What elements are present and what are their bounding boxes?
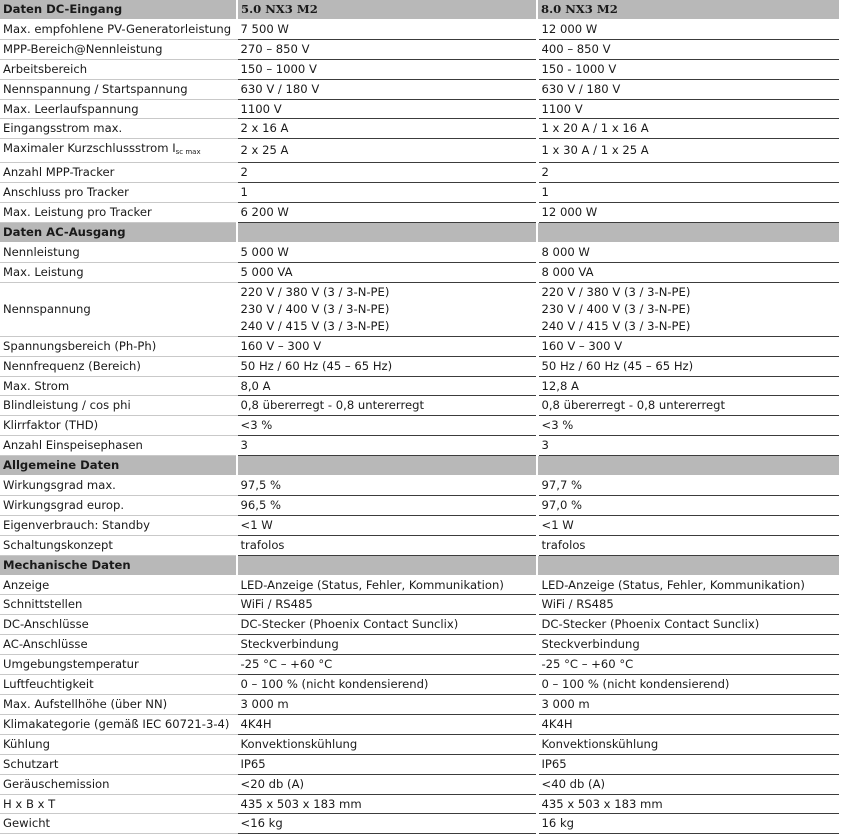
spec-row	[0, 535, 839, 555]
spec-label-text: Nennspannung	[3, 301, 91, 316]
spec-value-line: 230 V / 400 V (3 / 3-N-PE)	[240, 301, 390, 316]
spec-label	[0, 203, 237, 223]
spec-value-model-2: 150 - 1000 V	[537, 59, 839, 79]
section-title: Daten AC-Ausgang	[0, 222, 237, 242]
spec-value-model-1: trafolos	[237, 535, 537, 555]
spec-value-model-2: 1 x 30 A / 1 x 25 A	[537, 139, 839, 163]
spec-row	[0, 356, 839, 376]
section-header	[0, 555, 839, 575]
spec-value-model-1: 0,8 übererregt - 0,8 untererregt	[237, 396, 537, 416]
spec-label	[0, 119, 237, 139]
spec-row	[0, 436, 839, 456]
spec-value-line: 240 V / 415 V (3 / 3-N-PE)	[240, 318, 390, 333]
spec-row	[0, 282, 839, 336]
spec-label	[0, 262, 237, 282]
spec-label-text: H x B x T	[3, 796, 56, 811]
spec-label	[0, 774, 237, 794]
spec-label	[0, 59, 237, 79]
spec-row	[0, 416, 839, 436]
spec-label	[0, 163, 237, 183]
spec-row	[0, 183, 839, 203]
spec-label	[0, 535, 237, 555]
spec-row	[0, 242, 839, 262]
spec-value-model-1: 6 200 W	[237, 203, 537, 223]
spec-label-text: Umgebungstemperatur	[3, 657, 139, 672]
spec-value-model-2	[537, 282, 839, 336]
spec-label	[0, 79, 237, 99]
spec-value-model-1: IP65	[237, 754, 537, 774]
section-header-blank	[237, 456, 537, 476]
spec-label-text: Max. Leistung pro Tracker	[3, 205, 152, 220]
spec-label-text: Arbeitsbereich	[3, 61, 88, 76]
spec-value-model-1	[237, 282, 537, 336]
spec-value-model-1: <20 db (A)	[237, 774, 537, 794]
spec-value-model-2: 50 Hz / 60 Hz (45 – 65 Hz)	[537, 356, 839, 376]
spec-value-line: 220 V / 380 V (3 / 3-N-PE)	[541, 284, 691, 299]
spec-label-text: Maximaler Kurzschlussstrom I	[3, 141, 176, 156]
spec-row	[0, 59, 839, 79]
spec-label-text: Nennleistung	[3, 244, 80, 259]
section-header	[0, 222, 839, 242]
spec-value-model-2: <3 %	[537, 416, 839, 436]
spec-value-model-2: WiFi / RS485	[537, 595, 839, 615]
spec-row	[0, 119, 839, 139]
spec-row	[0, 695, 839, 715]
spec-label	[0, 575, 237, 595]
spec-row	[0, 376, 839, 396]
spec-label-text: Eigenverbrauch: Standby	[3, 517, 150, 532]
spec-row	[0, 396, 839, 416]
spec-label-text: Nennspannung / Startspannung	[3, 81, 188, 96]
spec-label	[0, 336, 237, 356]
spec-row	[0, 262, 839, 282]
spec-row	[0, 336, 839, 356]
spec-value-model-1: 8,0 A	[237, 376, 537, 396]
spec-value-model-1: 96,5 %	[237, 495, 537, 515]
spec-value-model-1: 7 500 W	[237, 19, 537, 39]
spec-value-model-1: 0 – 100 % (nicht kondensierend)	[237, 675, 537, 695]
spec-value-model-1: 630 V / 180 V	[237, 79, 537, 99]
spec-label-text: Max. empfohlene PV-Generatorleistung	[3, 21, 232, 36]
spec-label	[0, 476, 237, 496]
spec-value-model-2: IP65	[537, 754, 839, 774]
spec-label	[0, 615, 237, 635]
spec-row	[0, 79, 839, 99]
spec-value-model-2: LED-Anzeige (Status, Fehler, Kommunikation)	[537, 575, 839, 595]
spec-label-text: AC-Anschlüsse	[3, 637, 88, 652]
spec-label-text: Geräuschemission	[3, 776, 110, 791]
section-title: Allgemeine Daten	[0, 456, 237, 476]
spec-label-text: Max. Aufstellhöhe (über NN)	[3, 697, 168, 711]
spec-value-model-1: DC-Stecker (Phoenix Contact Sunclix)	[237, 615, 537, 635]
spec-label	[0, 515, 237, 535]
spec-row	[0, 714, 839, 734]
spec-value-model-2: 3 000 m	[537, 695, 839, 715]
spec-value-model-2: 12 000 W	[537, 203, 839, 223]
spec-row	[0, 615, 839, 635]
spec-label	[0, 416, 237, 436]
spec-value-model-2: -25 °C – +60 °C	[537, 655, 839, 675]
spec-label	[0, 754, 237, 774]
spec-value-model-2: 3	[537, 436, 839, 456]
spec-label	[0, 675, 237, 695]
spec-label-text: Blindleistung / cos phi	[3, 398, 131, 413]
spec-label-text: Anzahl Einspeisephasen	[3, 438, 143, 453]
section-header-blank	[537, 222, 839, 242]
spec-value-model-2: 1100 V	[537, 99, 839, 119]
spec-value-model-2: 12,8 A	[537, 376, 839, 396]
section-header-blank	[237, 555, 537, 575]
spec-label	[0, 356, 237, 376]
spec-value-model-1: 2 x 25 A	[237, 139, 537, 163]
spec-row	[0, 163, 839, 183]
spec-row	[0, 19, 839, 39]
spec-value-model-2: 0,8 übererregt - 0,8 untererregt	[537, 396, 839, 416]
spec-label-text: Schnittstellen	[3, 597, 83, 612]
spec-label	[0, 655, 237, 675]
spec-value-model-2: 97,7 %	[537, 476, 839, 496]
spec-value-model-2: 8 000 VA	[537, 262, 839, 282]
spec-value-model-2: 12 000 W	[537, 19, 839, 39]
section-header-blank	[237, 222, 537, 242]
spec-label-text: DC-Anschlüsse	[3, 617, 89, 632]
spec-row	[0, 595, 839, 615]
spec-value-model-1: Steckverbindung	[237, 635, 537, 655]
spec-label-text: Klimakategorie (gemäß IEC 60721-3-4)	[3, 716, 230, 731]
spec-value-model-2: trafolos	[537, 535, 839, 555]
spec-row	[0, 139, 839, 163]
spec-value-model-2: 97,0 %	[537, 495, 839, 515]
column-header-model-1: 5.0 NX3 M2	[237, 0, 537, 19]
spec-value-model-2: 8 000 W	[537, 242, 839, 262]
spec-value-model-2: 1 x 20 A / 1 x 16 A	[537, 119, 839, 139]
spec-value-model-1: 5 000 VA	[237, 262, 537, 282]
spec-label	[0, 714, 237, 734]
spec-label	[0, 734, 237, 754]
spec-value-model-2: 435 x 503 x 183 mm	[537, 794, 839, 814]
spec-value-model-1: <3 %	[237, 416, 537, 436]
spec-label	[0, 695, 237, 715]
spec-value-model-1: 3 000 m	[237, 695, 537, 715]
spec-label	[0, 242, 237, 262]
spec-label	[0, 396, 237, 416]
spec-label-text: Gewicht	[3, 816, 51, 831]
spec-row	[0, 39, 839, 59]
spec-value-model-2: Konvektionskühlung	[537, 734, 839, 754]
section-header-blank	[537, 456, 839, 476]
spec-label	[0, 376, 237, 396]
spec-value-model-1: Konvektionskühlung	[237, 734, 537, 754]
spec-label-text: Anschluss pro Tracker	[3, 185, 129, 200]
spec-label-text: Kühlung	[3, 736, 50, 751]
spec-row	[0, 495, 839, 515]
spec-value-model-2: <40 db (A)	[537, 774, 839, 794]
spec-label	[0, 635, 237, 655]
spec-value-model-1: <16 kg	[237, 814, 537, 834]
spec-label-text: Anzahl MPP-Tracker	[3, 165, 115, 180]
spec-label	[0, 814, 237, 834]
spec-value-model-2: 2	[537, 163, 839, 183]
spec-label-text: Luftfeuchtigkeit	[3, 677, 94, 692]
spec-value-model-2: 0 – 100 % (nicht kondensierend)	[537, 675, 839, 695]
spec-label-text: Max. Leistung	[3, 264, 84, 279]
section-header	[0, 0, 839, 19]
spec-value-model-2: 630 V / 180 V	[537, 79, 839, 99]
spec-label	[0, 183, 237, 203]
spec-value-model-1: 50 Hz / 60 Hz (45 – 65 Hz)	[237, 356, 537, 376]
spec-value-model-2: Steckverbindung	[537, 635, 839, 655]
spec-row	[0, 476, 839, 496]
spec-label-text: Klirrfaktor (THD)	[3, 418, 99, 433]
spec-label-text: Anzeige	[3, 577, 50, 592]
spec-label	[0, 99, 237, 119]
column-header-model-2: 8.0 NX3 M2	[537, 0, 839, 19]
spec-value-model-2: DC-Stecker (Phoenix Contact Sunclix)	[537, 615, 839, 635]
spec-label-text: Wirkungsgrad europ.	[3, 497, 125, 512]
spec-row	[0, 675, 839, 695]
spec-value-model-1: 1	[237, 183, 537, 203]
spec-value-model-1: 5 000 W	[237, 242, 537, 262]
spec-value-model-2: 160 V – 300 V	[537, 336, 839, 356]
spec-label	[0, 495, 237, 515]
spec-label-text: Nennfrequenz (Bereich)	[3, 358, 141, 373]
spec-value-model-1: 160 V – 300 V	[237, 336, 537, 356]
spec-row	[0, 635, 839, 655]
spec-row	[0, 655, 839, 675]
spec-value-model-1: 3	[237, 436, 537, 456]
spec-label-text: Spannungsbereich (Ph-Ph)	[3, 338, 157, 353]
spec-label-text: Max. Strom	[3, 378, 70, 393]
spec-value-model-1: <1 W	[237, 515, 537, 535]
spec-value-model-1: 4K4H	[237, 714, 537, 734]
spec-label-text: Max. Leerlaufspannung	[3, 101, 139, 116]
spec-value-model-1: 150 – 1000 V	[237, 59, 537, 79]
spec-value-model-2: 1	[537, 183, 839, 203]
spec-label	[0, 139, 237, 163]
spec-row	[0, 99, 839, 119]
spec-row	[0, 814, 839, 834]
spec-value-model-1: LED-Anzeige (Status, Fehler, Kommunikation)	[237, 575, 537, 595]
spec-value-model-1: WiFi / RS485	[237, 595, 537, 615]
spec-row	[0, 774, 839, 794]
spec-row	[0, 515, 839, 535]
spec-value-model-1: 2	[237, 163, 537, 183]
spec-label-text: Schaltungskonzept	[3, 537, 113, 552]
spec-value-line: 220 V / 380 V (3 / 3-N-PE)	[240, 284, 390, 299]
spec-label	[0, 19, 237, 39]
spec-value-model-1: 435 x 503 x 183 mm	[237, 794, 537, 814]
section-title: Daten DC-Eingang	[0, 0, 237, 19]
spec-value-model-2: 16 kg	[537, 814, 839, 834]
spec-value-model-1: 2 x 16 A	[237, 119, 537, 139]
spec-value-line: 230 V / 400 V (3 / 3-N-PE)	[541, 301, 691, 316]
section-title: Mechanische Daten	[0, 555, 237, 575]
spec-value-model-2: <1 W	[537, 515, 839, 535]
spec-value-model-2: 4K4H	[537, 714, 839, 734]
spec-row	[0, 754, 839, 774]
section-header	[0, 456, 839, 476]
spec-row	[0, 734, 839, 754]
spec-row	[0, 203, 839, 223]
spec-value-model-1: 1100 V	[237, 99, 537, 119]
spec-label-text: Eingangsstrom max.	[3, 121, 123, 136]
spec-label	[0, 282, 237, 336]
section-header-blank	[537, 555, 839, 575]
spec-label-text: Schutzart	[3, 756, 59, 771]
spec-label	[0, 794, 237, 814]
spec-row	[0, 575, 839, 595]
spec-value-line: 240 V / 415 V (3 / 3-N-PE)	[541, 318, 691, 333]
spec-label-text: Wirkungsgrad max.	[3, 478, 116, 493]
spec-value-model-1: -25 °C – +60 °C	[237, 655, 537, 675]
spec-label	[0, 39, 237, 59]
spec-value-model-2: 400 – 850 V	[537, 39, 839, 59]
spec-value-model-1: 97,5 %	[237, 476, 537, 496]
spec-label	[0, 436, 237, 456]
spec-label-text: MPP-Bereich@Nennleistung	[3, 41, 163, 56]
spec-label-subscript: sc max	[175, 148, 201, 157]
spec-row	[0, 794, 839, 814]
spec-value-model-1: 270 – 850 V	[237, 39, 537, 59]
spec-label	[0, 595, 237, 615]
